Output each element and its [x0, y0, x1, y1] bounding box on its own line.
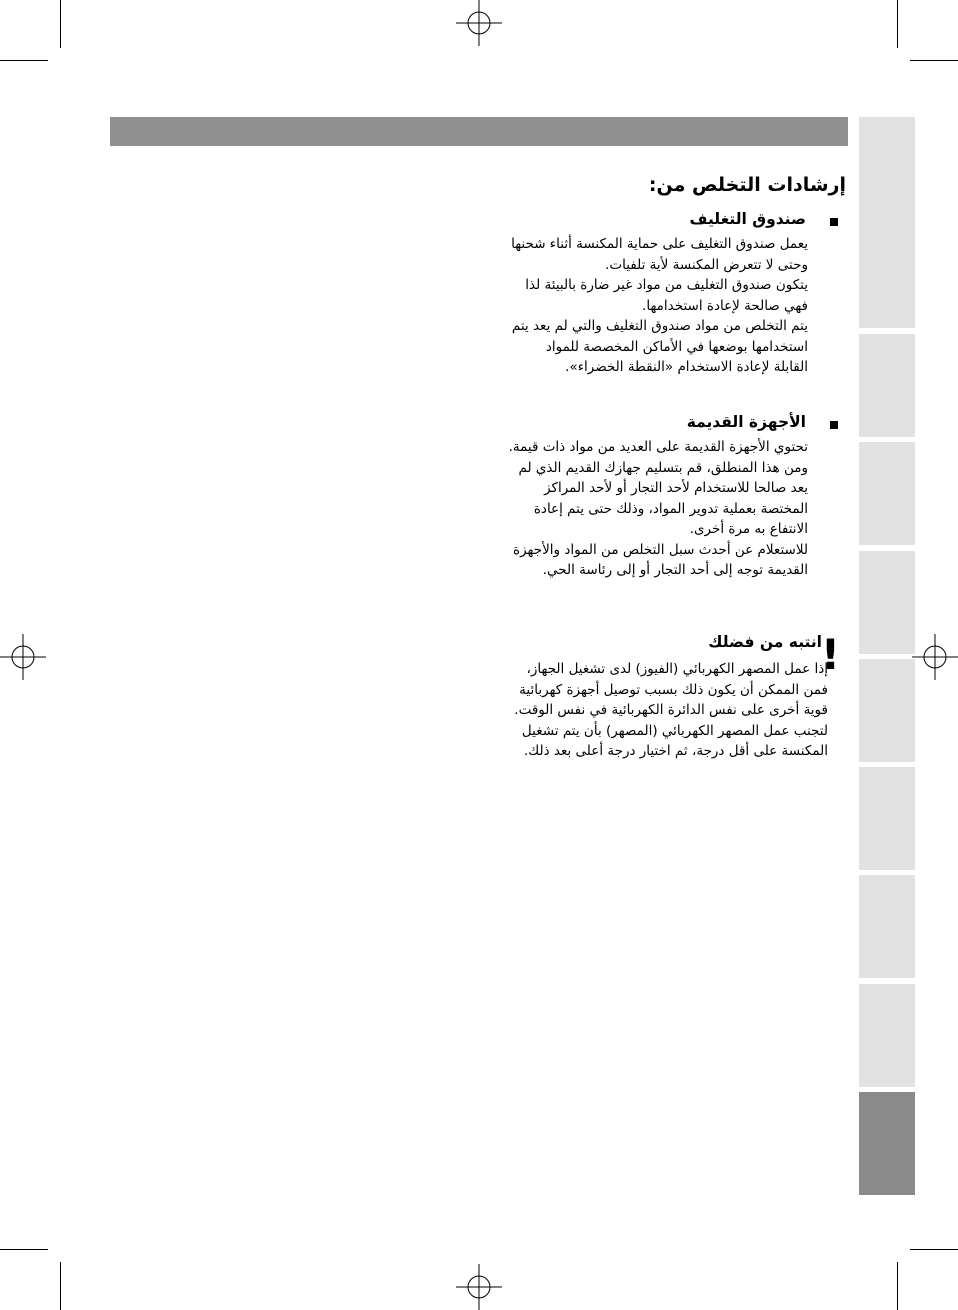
registration-mark-right — [912, 634, 958, 680]
index-tab — [859, 767, 915, 870]
section-header — [508, 210, 848, 234]
crop-mark-top-left-h — [0, 60, 48, 61]
section-title: الأجهزة القديمة — [686, 413, 806, 431]
index-tab-active — [859, 1092, 915, 1195]
registration-mark-bottom — [456, 1264, 502, 1310]
crop-mark-bottom-right-h — [910, 1249, 958, 1250]
index-tab — [859, 659, 915, 762]
crop-mark-bottom-left-v — [60, 1262, 61, 1310]
index-tab — [859, 334, 915, 437]
warning-body — [508, 659, 828, 762]
paragraph: يعمل صندوق التغليف على حماية المكنسة أثناء شحنها وحتى لا تتعرض المكنسة لأية تلفيات. — [511, 236, 808, 273]
paragraph: يتم التخلص من مواد صندوق التغليف والتي لم يعد يتم استخدامها بوضعها في الأماكن المخصصة للمواد القابلة لإعادة الاستخدام «النقطة الخضراء». — [511, 318, 808, 375]
crop-mark-top-left-v — [60, 0, 61, 48]
index-tab — [859, 117, 915, 328]
index-tab — [859, 442, 915, 545]
paragraph: للاستعلام عن أحدث سبل التخلص من المواد والأجهزة القديمة توجه إلى أحد التجار أو إلى رئاسة الحي. — [513, 541, 808, 578]
index-tab — [859, 551, 915, 654]
section-old-appliances — [508, 413, 848, 581]
crop-mark-bottom-right-v — [897, 1262, 898, 1310]
paragraph: لتجنب عمل المصهر الكهربائي (المصهر) بأن يتم تشغيل المكنسة على أقل درجة، ثم اختيار درجة أعلى بعد ذلك. — [521, 722, 828, 759]
registration-mark-left — [0, 634, 46, 680]
index-tab — [859, 984, 915, 1087]
crop-mark-bottom-left-h — [0, 1249, 48, 1250]
header-bar — [110, 117, 848, 146]
paragraph: إذا عمل المصهر الكهربائي (الفيوز) لدى تشغيل الجهاز، فمن الممكن أن يكون ذلك بسبب توصيل أجهزة كهربائية قوية أخرى على نفس الدائرة الكهربائية في نفس الوقت. — [514, 661, 828, 718]
square-bullet-icon — [830, 421, 838, 429]
crop-mark-top-right-v — [897, 0, 898, 48]
section-packaging — [508, 210, 848, 378]
paragraph: يتكون صندوق التغليف من مواد غير ضارة بالبيئة لذا فهي صالحة لإعادة استخدامها. — [525, 277, 808, 314]
exclamation-icon: ! — [820, 630, 840, 679]
crop-mark-top-right-h — [910, 60, 958, 61]
warning-title: انتبه من فضلك — [708, 633, 822, 651]
page-title: إرشادات التخلص من: — [648, 174, 846, 196]
paragraph: ومن هذا المنطلق، قم بتسليم جهازك القديم الذي لم يعد صالحا للاستخدام لأحد التجار أو لأحد المراكز المختصة بعملية تدوير المواد، وذلك حتى يتم إعادة الانتفاع به مرة أخرى. — [518, 459, 808, 537]
index-tab — [859, 875, 915, 978]
registration-mark-top — [456, 0, 502, 46]
section-title: صندوق التغليف — [689, 210, 806, 228]
paragraph: تحتوي الأجهزة القديمة على العديد من مواد ذات قيمة. — [508, 439, 808, 455]
square-bullet-icon — [830, 218, 838, 226]
section-header — [508, 413, 848, 437]
